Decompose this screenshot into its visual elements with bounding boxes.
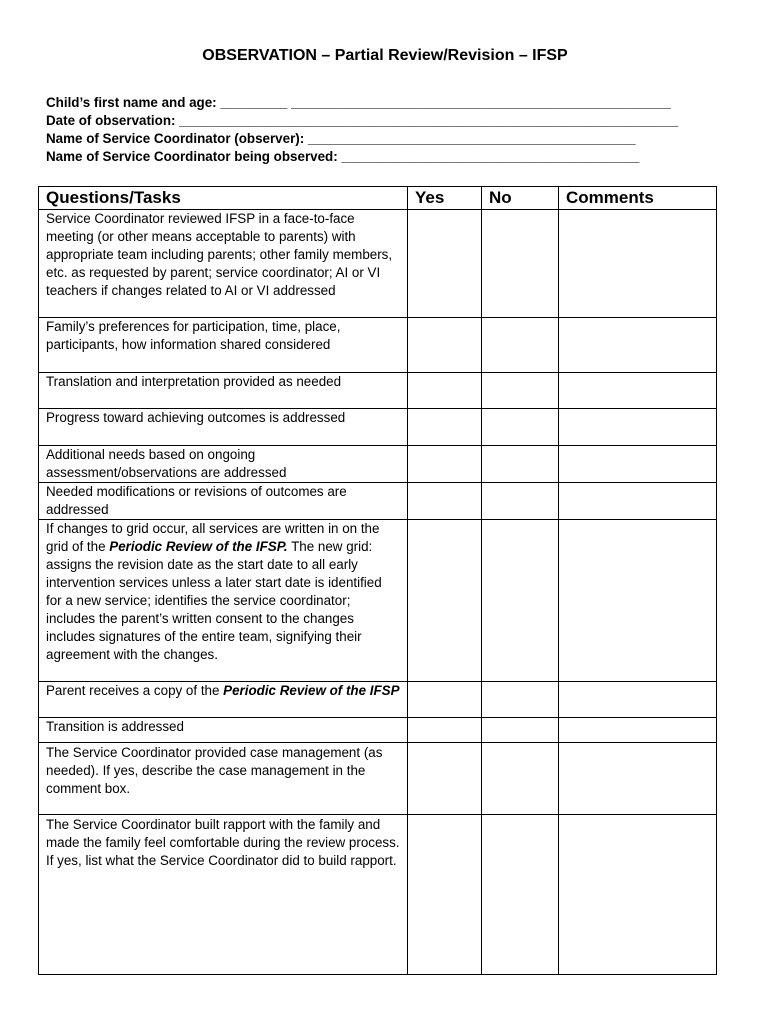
no-cell[interactable] (482, 446, 559, 483)
comments-cell[interactable] (559, 210, 717, 318)
task-cell: Additional needs based on ongoing assessment/observations are addressed (39, 446, 408, 483)
yes-cell[interactable] (408, 483, 482, 520)
no-cell[interactable] (482, 210, 559, 318)
task-cell (39, 520, 408, 682)
child-name-age-field[interactable]: Child’s first name and age: _________ ___________________________________________________ (46, 95, 671, 110)
task-text: Parent receives a copy of the (46, 683, 224, 698)
yes-cell[interactable] (408, 718, 482, 743)
comments-cell[interactable] (559, 520, 717, 682)
yes-cell[interactable] (408, 682, 482, 718)
header-comments: Comments (559, 187, 717, 210)
comments-cell[interactable] (559, 682, 717, 718)
table-row (39, 210, 717, 318)
page-title: OBSERVATION – Partial Review/Revision – IFSP (202, 47, 568, 64)
yes-cell[interactable] (408, 373, 482, 409)
comments-cell[interactable] (559, 409, 717, 446)
observation-date-field[interactable]: Date of observation: ___________________________________________________________________ (46, 113, 679, 128)
yes-cell[interactable] (408, 815, 482, 975)
comments-cell[interactable] (559, 815, 717, 975)
table-row (39, 520, 717, 682)
header-yes: Yes (408, 187, 482, 210)
no-cell[interactable] (482, 682, 559, 718)
observed-coordinator-field[interactable]: Name of Service Coordinator being observed: ________________________________________ (46, 149, 640, 164)
no-cell[interactable] (482, 815, 559, 975)
header-questions-tasks: Questions/Tasks (39, 187, 408, 210)
no-cell[interactable] (482, 318, 559, 373)
task-cell: Family’s preferences for participation, time, place, participants, how information shared considered (39, 318, 408, 373)
form-name-emphasis: Periodic Review of the IFSP. (109, 539, 288, 554)
no-cell[interactable] (482, 743, 559, 815)
task-cell: Service Coordinator reviewed IFSP in a face-to-face meeting (or other means acceptable to parents) with appropriate team including parents; other family members, etc. as requested by parent; service coordinator; AI or VI teachers if changes related to AI or VI addressed (39, 210, 408, 318)
comments-cell[interactable] (559, 318, 717, 373)
table-row (39, 373, 717, 409)
no-cell[interactable] (482, 409, 559, 446)
no-cell[interactable] (482, 483, 559, 520)
form-name-emphasis: Periodic Review of the IFSP (223, 683, 400, 698)
table-row (39, 743, 717, 815)
task-cell: Translation and interpretation provided as needed (39, 373, 408, 409)
yes-cell[interactable] (408, 318, 482, 373)
yes-cell[interactable] (408, 409, 482, 446)
yes-cell[interactable] (408, 210, 482, 318)
yes-cell[interactable] (408, 446, 482, 483)
task-cell: Needed modifications or revisions of outcomes are addressed (39, 483, 408, 520)
observer-name-field[interactable]: Name of Service Coordinator (observer): ____________________________________________ (46, 131, 636, 146)
task-text-continued: The new grid: assigns the revision date as the start date to all early intervention services unless a later start date is identified for a new service; identifies the service coordinator; includes the parent’s written consent to the changes includes signatures of the entire team, signifying their agreement with the changes. (46, 539, 382, 662)
observation-table (38, 186, 717, 975)
comments-cell[interactable] (559, 743, 717, 815)
comments-cell[interactable] (559, 373, 717, 409)
no-cell[interactable] (482, 718, 559, 743)
comments-cell[interactable] (559, 718, 717, 743)
header-fields (46, 94, 714, 166)
task-cell (39, 682, 408, 718)
task-cell: Transition is addressed (39, 718, 408, 743)
table-header-row (39, 187, 717, 210)
task-cell: Progress toward achieving outcomes is addressed (39, 409, 408, 446)
table-row (39, 718, 717, 743)
no-cell[interactable] (482, 373, 559, 409)
table-row (39, 446, 717, 483)
comments-cell[interactable] (559, 446, 717, 483)
no-cell[interactable] (482, 520, 559, 682)
task-text: If changes to grid occur, all services are written in on the grid of the (46, 521, 380, 554)
table-row (39, 682, 717, 718)
table-row (39, 409, 717, 446)
yes-cell[interactable] (408, 520, 482, 682)
table-row (39, 815, 717, 975)
table-row (39, 483, 717, 520)
yes-cell[interactable] (408, 743, 482, 815)
task-cell: The Service Coordinator provided case management (as needed). If yes, describe the case management in the comment box. (39, 743, 408, 815)
table-row (39, 318, 717, 373)
header-no: No (482, 187, 559, 210)
task-cell: The Service Coordinator built rapport with the family and made the family feel comfortable during the review process. If yes, list what the Service Coordinator did to build rapport. (39, 815, 408, 975)
comments-cell[interactable] (559, 483, 717, 520)
